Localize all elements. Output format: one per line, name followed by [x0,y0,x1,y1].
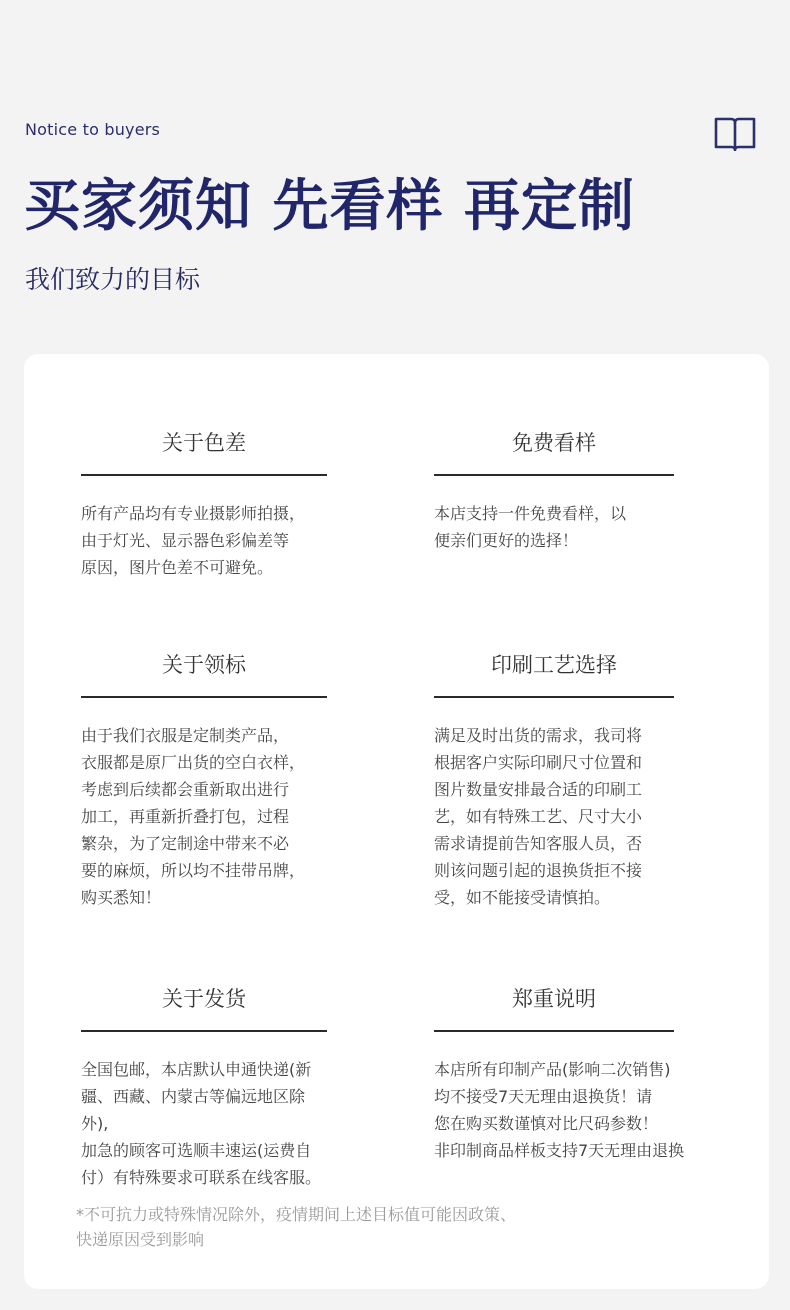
section-shipping [81,980,327,1191]
section-color-difference [81,424,327,581]
footnote: *不可抗力或特殊情况除外，疫情期间上述目标值可能因政策、 快递原因受到影响 [76,1205,517,1249]
notice-card [24,354,769,1289]
section-title: 印刷工艺选择 [434,646,674,698]
section-print-process [434,646,674,911]
section-body: 本店支持一件免费看样，以 便亲们更好的选择！ [434,504,627,550]
section-free-sample [434,424,674,554]
eyebrow-text: Notice to buyers [25,120,161,139]
page-title: 买家须知 先看样 再定制 [24,174,635,239]
section-title: 免费看样 [434,424,674,476]
page-subtitle: 我们致力的目标 [25,265,201,294]
section-title: 关于色差 [81,424,327,476]
section-body: 由于我们衣服是定制类产品， 衣服都是原厂出货的空白衣样， 考虑到后续都会重新取出进行 加工，再重新折叠打包，过程 繁杂，为了定制途中带来不必 要的麻烦，所以均不挂带吊牌， 购买悉知！ [81,726,306,907]
section-body: 本店所有印制产品(影响二次销售) 均不接受7天无理由退换货！请 您在购买数谨慎对比尺码参数！ 非印制商品样板支持7天无理由退换 [434,1060,685,1160]
section-collar-label [81,646,327,911]
section-body: 所有产品均有专业摄影师拍摄， 由于灯光、显示器色彩偏差等 原因，图片色差不可避免。 [81,504,306,577]
section-statement [434,980,685,1164]
section-title: 关于发货 [81,980,327,1032]
book-icon [713,115,757,151]
section-title: 郑重说明 [434,980,674,1032]
section-body: 满足及时出货的需求，我司将 根据客户实际印刷尺寸位置和 图片数量安排最合适的印刷工 艺，如有特殊工艺、尺寸大小 需求请提前告知客服人员，否 则该问题引起的退换货拒不接 受，如不能接受请慎拍。 [434,726,643,907]
section-body: 全国包邮，本店默认申通快递(新 疆、西藏、内蒙古等偏远地区除外), 加急的顾客可选顺丰速运(运费自 付）有特殊要求可联系在线客服。 [81,1060,322,1187]
section-title: 关于领标 [81,646,327,698]
